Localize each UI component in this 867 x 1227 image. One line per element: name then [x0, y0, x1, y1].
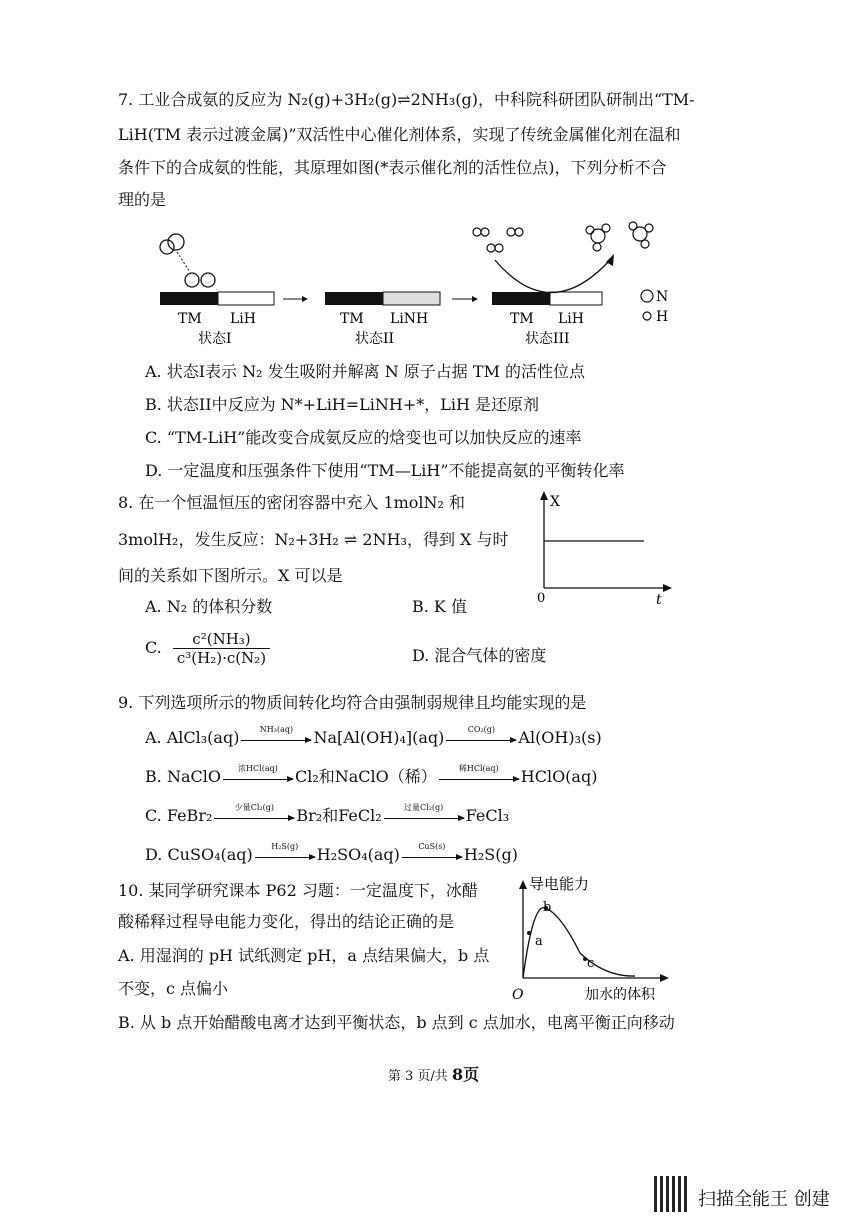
page-footer	[0, 1062, 867, 1085]
q9-option-d	[145, 841, 518, 864]
tm-label-2: TM	[340, 311, 364, 327]
intermediate: Br₂和FeCl₂	[296, 806, 382, 825]
legend-n-label: N	[656, 289, 669, 305]
adsorption-arrow	[177, 252, 190, 272]
intermediate: H₂SO₄(aq)	[316, 845, 400, 864]
reactant: CuSO₄(aq)	[167, 845, 253, 864]
reactant: AlCl₃(aq)	[166, 728, 240, 747]
q7-line1: 7. 工业合成氨的反应为 N₂(g)+3H₂(g)⇌2NH₃(g)，中科院科研团队研制出“TM-	[118, 90, 695, 109]
reactant: NaClO	[166, 767, 221, 786]
reaction-arrow	[241, 724, 311, 747]
fraction-numerator: c²(NH₃)	[173, 630, 270, 649]
y-axis-label: X	[550, 494, 560, 510]
tm-block	[160, 292, 218, 305]
q8-option-d: D. 混合气体的密度	[412, 646, 547, 665]
desorption-arrow	[495, 260, 610, 293]
q8-x-time-graph	[528, 488, 678, 608]
arrow-condition: 少量Cl₂(g)	[234, 802, 274, 812]
n2-molecule	[160, 234, 215, 287]
opt-label: C.	[145, 806, 162, 825]
q8-option-c-fraction	[173, 630, 270, 667]
arrow-condition: NH₃(aq)	[259, 724, 294, 734]
q7-option-d: D. 一定温度和压强条件下使用“TM—LiH”不能提高氨的平衡转化率	[145, 461, 625, 480]
point-c-label: c	[587, 956, 595, 971]
footer-suffix: 页	[463, 1065, 480, 1084]
opt-label: D.	[145, 845, 163, 864]
legend-h-label: H	[656, 309, 669, 325]
state2-label: 状态II	[355, 331, 395, 347]
origin-label: O	[512, 987, 524, 1003]
q7-option-a: A. 状态I表示 N₂ 发生吸附并解离 N 原子占据 TM 的活性位点	[145, 362, 586, 381]
q7-option-b: B. 状态II中反应为 N*+LiH=LiNH+*，LiH 是还原剂	[145, 395, 540, 414]
product: HClO(aq)	[520, 767, 598, 786]
q10-line1: 10. 某同学研究课本 P62 习题：一定温度下，冰醋	[118, 881, 478, 900]
origin-label: 0	[537, 591, 546, 606]
state1-label: 状态I	[198, 331, 232, 347]
reaction-arrow	[214, 802, 294, 825]
q8-line2: 3molH₂，发生反应：N₂+3H₂ ⇌ 2NH₃，得到 X 与时	[118, 530, 509, 549]
intermediate: Na[Al(OH)₄](aq)	[313, 728, 445, 747]
q8-option-c	[145, 630, 270, 667]
q7-line4: 理的是	[118, 190, 167, 209]
arrow-condition: 过量Cl₂(g)	[404, 802, 444, 812]
footer-prefix: 第 3 页/共	[387, 1069, 452, 1084]
linh-block	[383, 292, 440, 305]
opt-label: A.	[145, 728, 162, 747]
reaction-arrow	[223, 763, 293, 786]
product: H₂S(g)	[463, 845, 518, 864]
q8-option-a: A. N₂ 的体积分数	[145, 597, 273, 616]
q7-option-c: C. “TM-LiH”能改变合成氨反应的焓变也可以加快反应的速率	[145, 428, 582, 447]
y-axis-label: 导电能力	[529, 875, 590, 893]
q10-line3: A. 用湿润的 pH 试纸测定 pH，a 点结果偏大，b 点	[118, 946, 490, 965]
q9-option-b	[145, 763, 598, 786]
h2-molecules	[473, 228, 523, 252]
q9-stem: 9. 下列选项所示的物质间转化均符合由强制弱规律且均能实现的是	[118, 693, 587, 712]
tm-label-1: TM	[178, 311, 202, 327]
q8-option-b: B. K 值	[412, 597, 467, 616]
q9-option-a	[145, 724, 602, 747]
q10-line4: 不变，c 点偏小	[118, 979, 229, 998]
arrow-condition: CuS(s)	[418, 841, 446, 851]
x-axis-label: 加水的体积	[585, 987, 655, 1003]
arrow-condition: 浓HCl(aq)	[238, 763, 278, 773]
q8-line3: 间的关系如下图所示。X 可以是	[118, 566, 343, 585]
reaction-arrow	[402, 841, 462, 864]
reaction-arrow	[384, 802, 464, 825]
intermediate: Cl₂和NaClO（稀）	[294, 767, 437, 786]
q10-line5: B. 从 b 点开始醋酸电离才达到平衡状态，b 点到 c 点加水，电离平衡正向移动	[118, 1013, 675, 1032]
reaction-arrow	[255, 841, 315, 864]
fraction-denominator: c³(H₂)·c(N₂)	[176, 649, 267, 667]
reaction-arrow	[446, 724, 516, 747]
arrow-condition: H₂S(g)	[271, 841, 299, 851]
q8-line1: 8. 在一个恒温恒压的密闭容器中充入 1molN₂ 和	[118, 493, 466, 512]
q10-line2: 酸稀释过程导电能力变化，得出的结论正确的是	[118, 912, 455, 931]
h-atom-legend-icon	[643, 312, 651, 320]
point-b-label: b	[543, 900, 552, 915]
lih-block	[218, 292, 274, 305]
reactant: FeBr₂	[166, 806, 213, 825]
nh3-molecules	[586, 222, 653, 251]
q7-line2: LiH(TM 表示过渡金属)”双活性中心催化剂体系，实现了传统金属催化剂在温和	[118, 125, 681, 144]
q10-conductivity-graph	[505, 873, 680, 1008]
product: FeCl₃	[465, 806, 510, 825]
n-atom-legend-icon	[641, 290, 653, 302]
footer-total: 8	[451, 1065, 464, 1084]
q8-option-c-label: C.	[145, 638, 162, 657]
reaction-arrow	[439, 763, 519, 786]
q7-mechanism-diagram	[150, 220, 680, 355]
lih-label-1: LiH	[230, 311, 256, 327]
tm-label-3: TM	[510, 311, 534, 327]
x-axis-label: t	[656, 592, 662, 608]
point-a-label: a	[535, 934, 543, 949]
arrow-condition: 稀HCl(aq)	[458, 763, 499, 773]
state3-label: 状态III	[525, 331, 570, 347]
qr-code-icon	[654, 1176, 690, 1212]
q9-option-c	[145, 802, 510, 825]
opt-label: B.	[145, 767, 162, 786]
watermark: 扫描全能王 创建	[698, 1189, 830, 1210]
product: Al(OH)₃(s)	[518, 728, 602, 747]
lih-label-2: LiH	[558, 311, 584, 327]
arrow-condition: CO₂(g)	[467, 724, 496, 734]
linh-label: LiNH	[390, 311, 429, 327]
q7-line3: 条件下的合成氨的性能，其原理如图(*表示催化剂的活性位点)，下列分析不合	[118, 158, 667, 177]
